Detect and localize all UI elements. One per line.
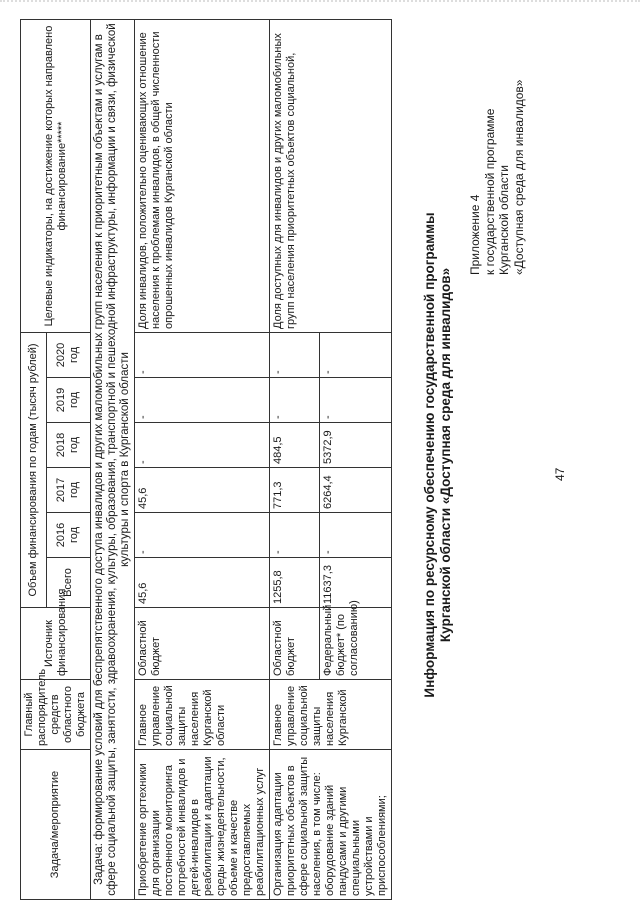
task-row <box>91 19 135 899</box>
y2016-cell: - <box>270 513 320 558</box>
funding-table <box>20 19 392 900</box>
indicator-cell: Доля инвалидов, положительно оценивающих отношение населения к проблемам инвалидов, в общей численности опрошенных инвалидов Курганской области <box>135 19 270 332</box>
y2020-cell: - <box>320 332 392 377</box>
header-row-1 <box>21 19 47 899</box>
y2020-cell: - <box>270 332 320 377</box>
y2018-cell: 5372,9 <box>320 423 392 468</box>
y2018-cell: - <box>135 423 270 468</box>
header-task: Задача/мероприятие <box>21 750 91 900</box>
appendix-line-3: Курганской области <box>497 165 511 275</box>
header-total: Всего <box>46 558 90 608</box>
header-manager: Главный распорядитель средств областного бюджета <box>21 680 91 750</box>
source-cell: Областной бюджет <box>270 608 320 680</box>
appendix-line-4: «Доступная среда для инвалидов» <box>511 79 526 275</box>
total-cell: 1255,8 <box>270 558 320 608</box>
manager-cell: Главное управление социальной защиты населения Курганской <box>270 680 392 750</box>
page-title <box>422 175 454 735</box>
table-row <box>135 19 270 899</box>
source-cell: Областной бюджет <box>135 608 270 680</box>
header-2020: 2020 год <box>46 332 90 377</box>
y2017-cell: 45,6 <box>135 468 270 513</box>
title-line-1: Информация по ресурсному обеспечению государственной программы <box>422 212 437 698</box>
measure-cell: Приобретение оргтехники для организации постоянного мониторинга потребностей инвалидов и детей-инвалидов в реабилитации и адаптации среды жизнедеятельности, объеме и качестве предоставляемых реабилитационных услуг <box>135 750 270 900</box>
header-indicators: Целевые индикаторы, на достижение которых направлено финансирование***** <box>21 19 91 332</box>
y2019-cell: - <box>320 378 392 423</box>
y2020-cell: - <box>135 332 270 377</box>
task-text: Задача: формирование условий для беспрепятственного доступа инвалидов и других маломобильных групп населения к приоритетным объектам и услугам в сфере социальной защиты, занятости, здравоохранения, культуры, образования, транспортной и пешеходной инфраструктуры, информации и связи, физической культуры и спорта в Курганской области <box>91 19 135 899</box>
title-line-2: Курганской области «Доступная среда для инвалидов» <box>438 267 453 643</box>
y2019-cell: - <box>135 378 270 423</box>
header-source: Источник финансирования <box>21 608 91 680</box>
y2016-cell: - <box>135 513 270 558</box>
appendix-line-2: к государственной программе <box>482 108 497 275</box>
source-cell: Федеральный бюджет* (по согласованию) <box>320 608 392 680</box>
y2019-cell: - <box>270 378 320 423</box>
y2017-cell: 771,3 <box>270 468 320 513</box>
page-number: 47 <box>553 467 567 481</box>
appendix-caption <box>468 80 526 275</box>
header-volume: Объем финансирования по годам (тысяч рублей) <box>21 332 47 607</box>
y2017-cell: 6264,4 <box>320 468 392 513</box>
y2016-cell: - <box>320 513 392 558</box>
manager-cell: Главное управление социальной защиты населения Курганской области <box>135 680 270 750</box>
header-2019: 2019 год <box>46 378 90 423</box>
header-2017: 2017 год <box>46 468 90 513</box>
measure-cell: Организация адаптации приоритетных объектов в сфере социальной защиты населения, в том числе: оборудование зданий пандусами и другими специальными устройствами и приспособлениями; <box>270 750 392 900</box>
table-row <box>270 19 320 899</box>
header-2016: 2016 год <box>46 513 90 558</box>
total-cell: 45,6 <box>135 558 270 608</box>
header-2018: 2018 год <box>46 423 90 468</box>
y2018-cell: 484,5 <box>270 423 320 468</box>
indicator-cell: Доля доступных для инвалидов и других маломобильных групп населения приоритетных объектов социальной, <box>270 19 392 332</box>
appendix-line-1: Приложение 4 <box>468 194 482 275</box>
total-cell: 11637,3 <box>320 558 392 608</box>
